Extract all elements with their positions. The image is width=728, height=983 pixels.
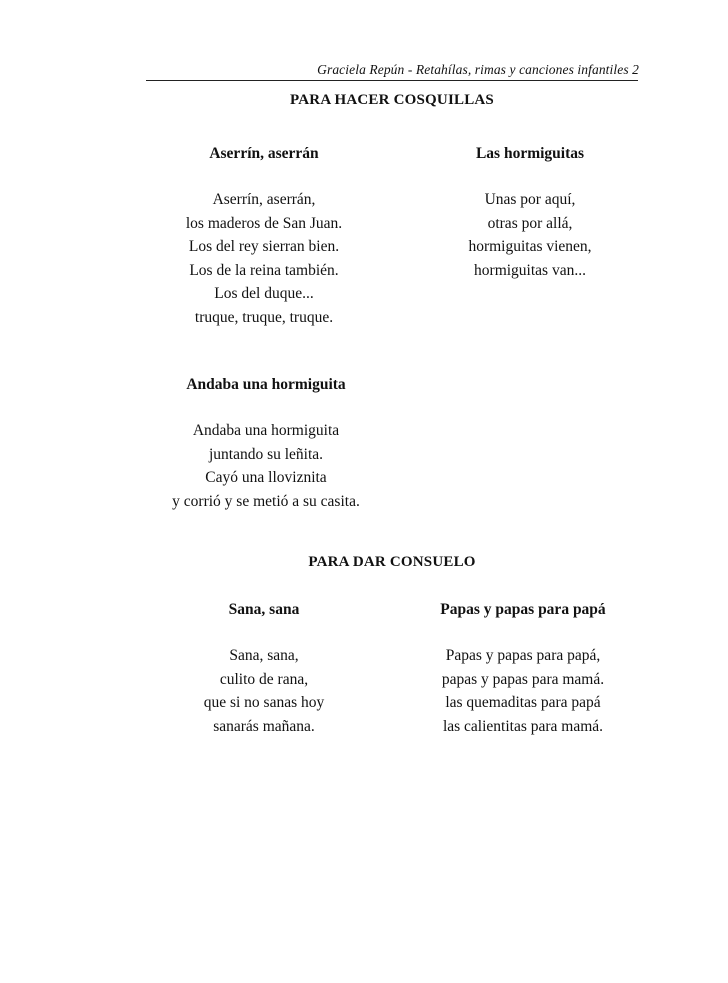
poem-line: otras por allá, (487, 214, 573, 232)
poem-andaba (166, 374, 366, 513)
poem-title: Papas y papas para papá (440, 601, 606, 618)
poem-sana-sana (172, 599, 356, 738)
section-title-consuelo: PARA DAR CONSUELO (308, 554, 476, 570)
section-title-cosquillas: PARA HACER COSQUILLAS (290, 92, 494, 108)
poem-title: Andaba una hormiguita (186, 376, 346, 393)
poem-line: Los de la reina también. (189, 261, 339, 279)
poem-line: Papas y papas para papá, (445, 647, 601, 664)
poem-line: los maderos de San Juan. (185, 214, 343, 232)
poem-line: Cayó una lloviznita (205, 469, 327, 486)
poem-line: Los del duque... (214, 285, 314, 302)
running-header: Graciela Repún - Retahílas, rimas y canciones infantiles 2 (317, 62, 639, 77)
header-rule (146, 80, 638, 81)
poem-title: Sana, sana (228, 601, 300, 618)
poem-line: juntando su leñita. (208, 445, 324, 463)
poem-line: hormiguitas vienen, (468, 238, 592, 255)
poem-line: papas y papas para mamá. (441, 670, 605, 688)
poem-line: Aserrín, aserrán, (212, 191, 316, 208)
poem-line: hormiguitas van... (474, 261, 586, 279)
poem-line: Sana, sana, (229, 647, 299, 664)
poem-line: culito de rana, (219, 670, 309, 688)
poem-line: Los del rey sierran bien. (188, 238, 340, 255)
poem-title: Aserrín, aserrán (209, 145, 319, 162)
poem-papas (418, 599, 628, 738)
poem-line: sanarás mañana. (213, 717, 315, 735)
poem-line: y corrió y se metió a su casita. (172, 492, 360, 510)
poem-line: las quemaditas para papá (445, 694, 601, 711)
poem-line: Unas por aquí, (484, 191, 576, 208)
poem-line: las calientitas para mamá. (442, 717, 604, 735)
poem-title: Las hormiguitas (475, 145, 585, 162)
poem-line: truque, truque, truque. (194, 308, 334, 326)
poem-line: que si no sanas hoy (203, 694, 325, 711)
poem-line: Andaba una hormiguita (192, 422, 340, 439)
poem-hormiguitas (438, 143, 622, 282)
poem-aserrin (172, 143, 356, 329)
